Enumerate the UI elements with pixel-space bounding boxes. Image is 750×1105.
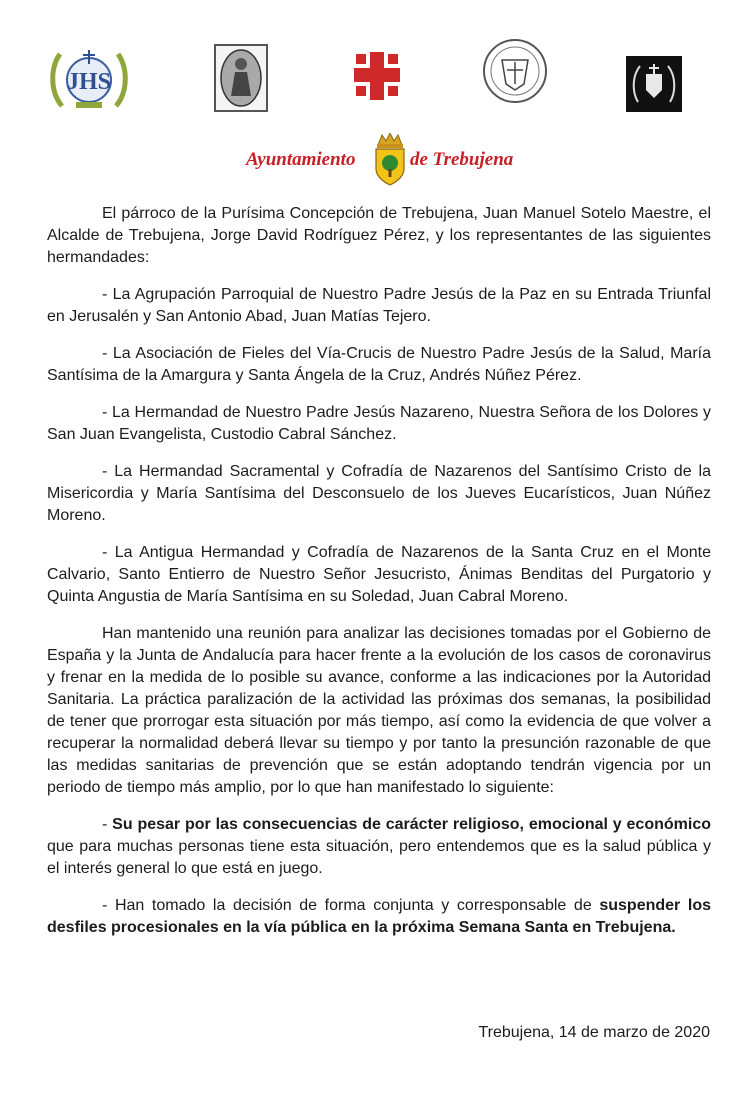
point-two-bold: suspender los desfiles procesionales en la vía pública en la próxima Semana Santa en Trebujena. [47, 897, 712, 936]
point-one-paragraph [47, 814, 711, 880]
red-cross-emblem-icon [350, 48, 404, 104]
document-date: Trebujena, 14 de marzo de 2020 [478, 1024, 710, 1041]
brotherhood-item: - La Hermandad Sacramental y Cofradía de Nazarenos del Santísimo Cristo de la Misericordia y María Santísima del Desconsuelo de los Jueves Eucarísticos, Juan Núñez Moreno. [47, 463, 711, 524]
svg-text:JHS: JHS [66, 69, 112, 95]
jhs-monogram-emblem-icon [48, 46, 130, 112]
intro-paragraph: El párroco de la Purísima Concepción de Trebujena, Juan Manuel Sotelo Maestre, el Alcalde de Trebujena, Jorge David Rodríguez Pérez, y los representantes de las siguientes hermandades: [47, 205, 711, 266]
trebujena-coat-of-arms-icon [370, 133, 410, 187]
seal-emblem-icon [482, 38, 548, 104]
black-crest-emblem-icon [626, 56, 682, 112]
brotherhood-item: - La Asociación de Fieles del Vía-Crucis de Nuestro Padre Jesús de la Salud, María Santísima de la Amargura y Santa Ángela de la Cruz, Andrés Núñez Pérez. [47, 345, 711, 384]
council-header [0, 133, 750, 189]
brotherhood-item: - La Agrupación Parroquial de Nuestro Padre Jesús de la Paz en su Entrada Triunfal en Jerusalén y San Antonio Abad, Juan Matías Tejero. [47, 286, 711, 325]
council-name-left: Ayuntamiento [246, 149, 356, 170]
point-one-rest: que para muchas personas tiene esta situación, pero entendemos que es la salud pública y el interés general lo que está en juego. [47, 838, 711, 877]
council-name-right: de Trebujena [410, 149, 514, 170]
document-body [47, 203, 711, 954]
point-two-prefix: - Han tomado la decisión de forma conjunta y corresponsable de [102, 897, 600, 914]
brotherhood-item: - La Hermandad de Nuestro Padre Jesús Nazareno, Nuestra Señora de los Dolores y San Juan Evangelista, Custodio Cabral Sánchez. [47, 404, 711, 443]
point-one-prefix: - [102, 816, 113, 833]
point-two-paragraph [47, 895, 711, 939]
brotherhood-logos [0, 38, 750, 118]
brotherhood-item: - La Antigua Hermandad y Cofradía de Nazarenos de la Santa Cruz en el Monte Calvario, Santo Entierro de Nuestro Señor Jesucristo, Ánimas Benditas del Purgatorio y Quinta Angustia de María Santísima en su Soledad, Juan Cabral Moreno. [47, 544, 711, 605]
saint-statue-emblem-icon [214, 44, 268, 112]
meeting-paragraph: Han mantenido una reunión para analizar las decisiones tomadas por el Gobierno de España y la Junta de Andalucía para hacer frente a la evolución de los casos de coronavirus y frenar en la medida de lo posible su avance, conforme a las indicaciones por la Autoridad Sanitaria. La práctica paralización de la actividad las próximas dos semanas, la posibilidad de tener que prorrogar esta situación por más tiempo, así como la evidencia de que volver a recuperar la normalidad deberá llevar su tiempo y por tanto la presunción razonable de que las medidas sanitarias de prevención que se están adoptando tendrán vigencia por un periodo de tiempo más amplio, por lo que han manifestado lo siguiente: [47, 625, 711, 796]
point-one-bold: Su pesar por las consecuencias de carácter religioso, emocional y económico [112, 816, 711, 833]
